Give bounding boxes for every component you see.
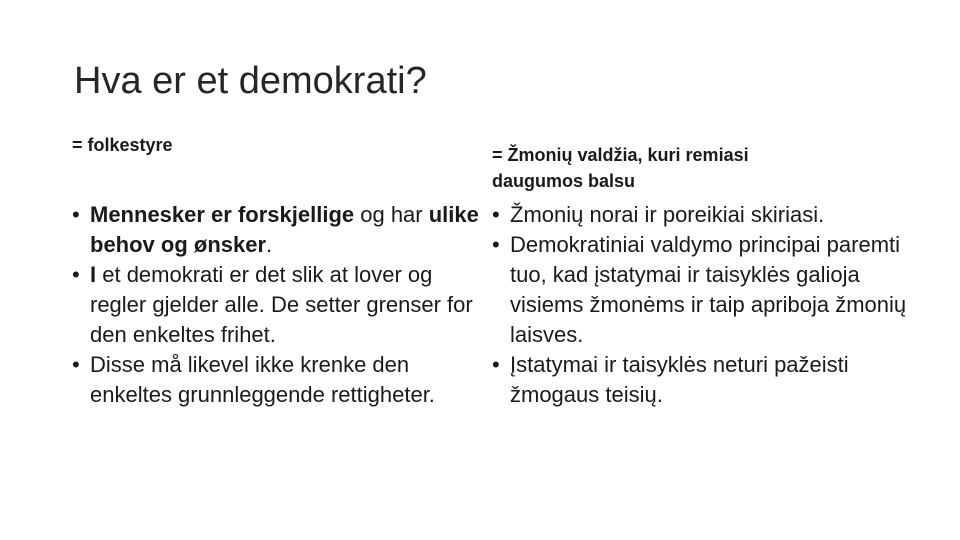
bullet-text: Disse må likevel ikke krenke den enkeltes grunnleggende rettigheter. [90, 352, 435, 407]
bullet-item [492, 230, 912, 350]
slide-title: Hva er et demokrati? [74, 60, 427, 102]
bullet-dot-icon: • [492, 232, 500, 257]
left-column-heading: = folkestyre [72, 135, 173, 155]
right-column-heading: = Žmonių valdžia, kuri remiasi daugumos balsu [492, 145, 749, 191]
bullet-dot-icon: • [492, 202, 500, 227]
bullet-text: ulike behov og ønsker [90, 202, 479, 257]
bullet-text: Mennesker er forskjellige [90, 202, 355, 227]
bullet-item [72, 200, 480, 260]
bullet-dot-icon: • [72, 262, 80, 287]
bullet-dot-icon: • [72, 352, 80, 377]
bullet-item [72, 260, 480, 350]
bullet-dot-icon: • [492, 352, 500, 377]
bullet-text: et demokrati er det slik at lover og regler gjelder alle. De setter grenser for den enkeltes frihet. [90, 262, 473, 347]
left-bullet-list [72, 200, 480, 410]
bullet-item [72, 350, 480, 410]
bullet-text: Įstatymai ir taisyklės neturi pažeisti žmogaus teisių. [510, 352, 849, 407]
bullet-item [492, 200, 912, 230]
bullet-text: I [90, 262, 97, 287]
bullet-text: Žmonių norai ir poreikiai skiriasi. [510, 202, 825, 227]
bullet-text: Demokratiniai valdymo principai paremti tuo, kad įstatymai ir taisyklės galioja visiems žmonėms ir taip apriboja žmonių laisves. [510, 232, 907, 347]
right-bullet-list [492, 200, 912, 410]
bullet-text: . [266, 232, 273, 257]
bullet-dot-icon: • [72, 202, 80, 227]
bullet-item [492, 350, 912, 410]
bullet-text: og har [354, 202, 429, 227]
